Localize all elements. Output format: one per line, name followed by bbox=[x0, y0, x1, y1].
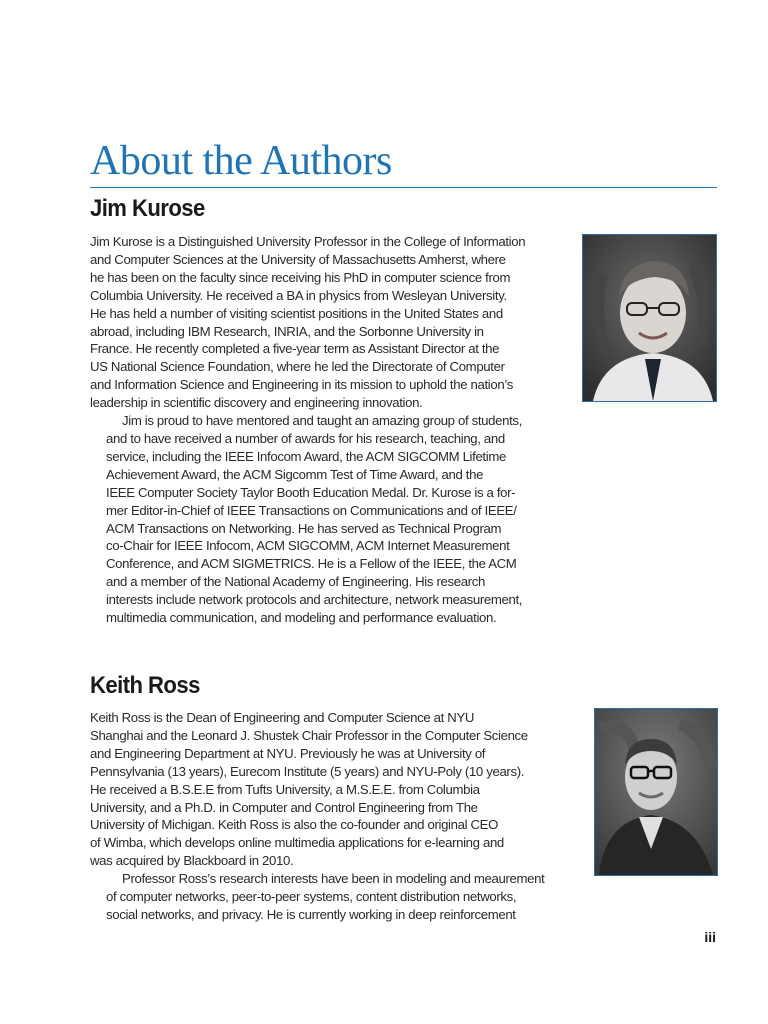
bio-paragraph bbox=[90, 233, 565, 412]
bio-line: He received a B.S.E.E from Tufts University, a M.S.E.E. from Columbia bbox=[90, 781, 480, 797]
portrait-photo-icon bbox=[583, 235, 716, 401]
bio-line: of Wimba, which develops online multimedia applications for e-learning and bbox=[90, 835, 504, 851]
author-photo-ross bbox=[594, 708, 718, 876]
bio-line: France. He recently completed a five-year term as Assistant Director at the bbox=[90, 341, 500, 357]
author-photo-kurose bbox=[582, 234, 717, 402]
author-name-ross: Keith Ross bbox=[90, 672, 200, 699]
bio-line: Jim Kurose is a Distinguished University Professor in the College of Information bbox=[90, 234, 526, 249]
author-bio-kurose bbox=[90, 233, 565, 627]
portrait-photo-icon bbox=[595, 709, 717, 875]
bio-line: University, and a Ph.D. in Computer and Control Engineering from The bbox=[90, 799, 478, 815]
bio-paragraph bbox=[90, 412, 565, 627]
author-name-kurose: Jim Kurose bbox=[90, 195, 205, 222]
bio-line: co-Chair for IEEE Infocom, ACM SIGCOMM, ACM Internet Measurement bbox=[106, 538, 510, 554]
bio-line: University of Michigan. Keith Ross is also the co-founder and original CEO bbox=[90, 817, 499, 833]
author-bio-ross bbox=[90, 709, 570, 924]
bio-line: Columbia University. He received a BA in physics from Wesleyan University. bbox=[90, 287, 507, 303]
bio-line: and Computer Sciences at the University of Massachusetts Amherst, where bbox=[90, 251, 506, 267]
bio-line: he has been on the faculty since receiving his PhD in computer science from bbox=[90, 269, 511, 285]
bio-line: multimedia communication, and modeling and performance evaluation. bbox=[106, 610, 497, 626]
bio-line: IEEE Computer Society Taylor Booth Education Medal. Dr. Kurose is a for- bbox=[106, 484, 516, 500]
bio-line: and a member of the National Academy of Engineering. His research bbox=[106, 574, 485, 590]
bio-line: interests include network protocols and architecture, network measurement, bbox=[106, 592, 523, 608]
bio-line: ACM Transactions on Networking. He has served as Technical Program bbox=[106, 520, 502, 536]
bio-paragraph bbox=[90, 870, 570, 924]
bio-line: leadership in scientific discovery and engineering innovation. bbox=[90, 395, 423, 411]
bio-line: and Engineering Department at NYU. Previously he was at University of bbox=[90, 745, 486, 761]
bio-line: and to have received a number of awards for his research, teaching, and bbox=[106, 430, 505, 446]
bio-line: Professor Ross’s research interests have been in modeling and meaurement bbox=[122, 871, 545, 887]
bio-line: Jim is proud to have mentored and taught an amazing group of students, bbox=[122, 413, 522, 429]
bio-line: He has held a number of visiting scientist positions in the United States and bbox=[90, 305, 503, 321]
bio-line: abroad, including IBM Research, INRIA, and the Sorbonne University in bbox=[90, 323, 484, 339]
bio-line: Pennsylvania (13 years), Eurecom Institute (5 years) and NYU-Poly (10 years). bbox=[90, 763, 525, 779]
bio-line: Achievement Award, the ACM Sigcomm Test of Time Award, and the bbox=[106, 466, 484, 482]
bio-line: Keith Ross is the Dean of Engineering and Computer Science at NYU bbox=[90, 710, 475, 725]
bio-line: was acquired by Blackboard in 2010. bbox=[90, 853, 294, 869]
bio-line: Shanghai and the Leonard J. Shustek Chair Professor in the Computer Science bbox=[90, 727, 528, 743]
page-title: About the Authors bbox=[90, 138, 392, 184]
bio-line: social networks, and privacy. He is currently working in deep reinforcement bbox=[106, 906, 516, 922]
bio-line: service, including the IEEE Infocom Award, the ACM SIGCOMM Lifetime bbox=[106, 448, 506, 464]
bio-line: US National Science Foundation, where he led the Directorate of Computer bbox=[90, 359, 505, 375]
bio-line: Conference, and ACM SIGMETRICS. He is a Fellow of the IEEE, the ACM bbox=[106, 556, 517, 572]
bio-line: mer Editor-in-Chief of IEEE Transactions on Communications and of IEEE/ bbox=[106, 502, 517, 518]
bio-line: of computer networks, peer-to-peer systems, content distribution networks, bbox=[106, 889, 517, 905]
bio-paragraph bbox=[90, 709, 570, 870]
bio-line: and Information Science and Engineering in its mission to uphold the nation’s bbox=[90, 377, 513, 393]
page-number: iii bbox=[704, 929, 716, 945]
title-rule bbox=[90, 187, 717, 188]
